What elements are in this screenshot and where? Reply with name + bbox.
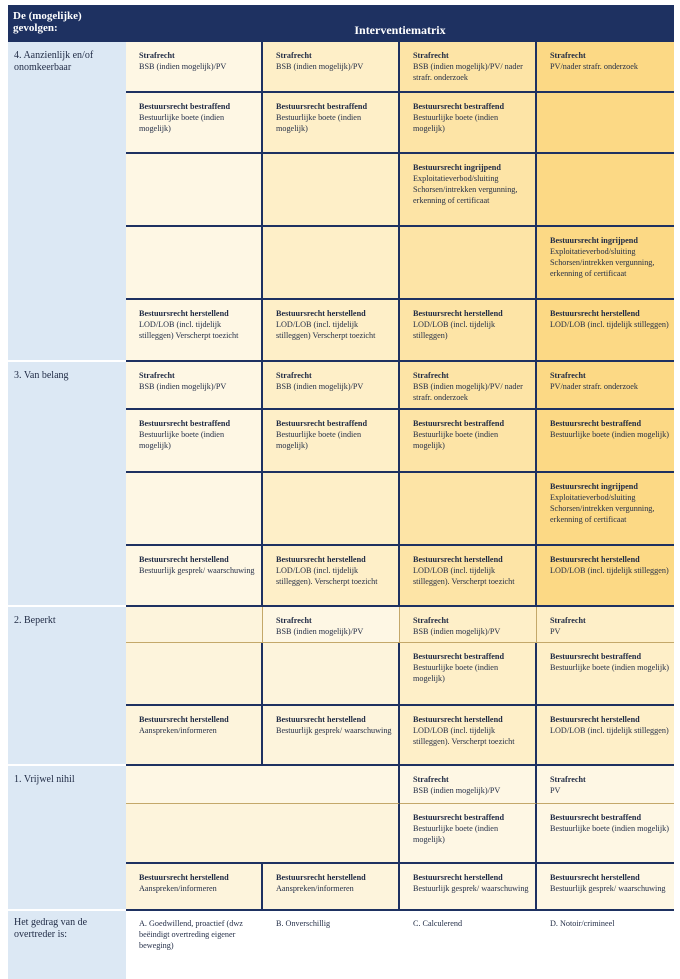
cell-title: Bestuursrecht bestraffend xyxy=(276,419,368,428)
cell-body: Bestuurlijke boete (indien mogelijk) xyxy=(413,430,499,450)
cell-title: Bestuursrecht herstellend xyxy=(276,715,366,724)
cell-body: Bestuurlijke boete (indien mogelijk) xyxy=(550,663,669,672)
cell-title: Bestuursrecht herstellend xyxy=(550,715,640,724)
cell-body: BSB (indien mogelijk)/PV xyxy=(139,382,227,391)
cell-body: Exploitatieverbod/sluiting Schorsen/intrekken vergunning, erkenning of certificaat xyxy=(413,174,518,205)
cell-l4-empty-d xyxy=(537,154,674,227)
cell-title: Bestuursrecht herstellend xyxy=(550,873,640,882)
cell-title: Strafrecht xyxy=(276,371,312,380)
cell-body: Bestuurlijke boete (indien mogelijk) xyxy=(276,430,362,450)
cell-body: Exploitatieverbod/sluiting Schorsen/intrekken vergunning, erkenning of certificaat xyxy=(550,493,655,524)
cell-title: Bestuursrecht herstellend xyxy=(413,555,503,564)
cell-body: Bestuurlijke boete (indien mogelijk) xyxy=(413,824,499,844)
cell-body: BSB (indien mogelijk)/PV xyxy=(276,62,364,71)
cell-body: Bestuurlijk gesprek/ waarschuwing xyxy=(550,884,666,893)
cell-l1-herstellend-b xyxy=(263,864,400,911)
cell-l4-herstellend-b xyxy=(263,300,400,362)
cell-body: LOD/LOB (incl. tijdelijk stilleggen) Verscherpt toezicht xyxy=(139,320,239,340)
cell-title: Strafrecht xyxy=(139,371,175,380)
cell-l2-herstellend-b xyxy=(263,706,400,766)
cell-l4-strafrecht-d xyxy=(537,42,674,93)
cell-l4-empty-c xyxy=(400,227,537,300)
cell-l3-strafrecht-a xyxy=(126,362,263,410)
cell-body: Bestuurlijke boete (indien mogelijk) xyxy=(139,113,225,133)
cell-body: LOD/LOB (incl. tijdelijk stilleggen) xyxy=(550,726,669,735)
cell-title: Bestuursrecht herstellend xyxy=(139,555,229,564)
cell-title: Bestuursrecht bestraffend xyxy=(550,652,642,661)
cell-l4-bestraffend-b xyxy=(263,93,400,154)
cell-l4-ingrijpend-c xyxy=(400,154,537,227)
cell-body: LOD/LOB (incl. tijdelijk stilleggen) Verscherpt toezicht xyxy=(276,320,376,340)
cell-l2-strafrecht-b xyxy=(263,607,400,643)
cell-title: Strafrecht xyxy=(413,616,449,625)
cell-title: Bestuursrecht ingrijpend xyxy=(550,236,638,245)
cell-l4-ingrijpend-d xyxy=(537,227,674,300)
cell-title: Bestuursrecht herstellend xyxy=(550,555,640,564)
cell-l3-ingrijpend-d xyxy=(537,473,674,546)
cell-title: Bestuursrecht bestraffend xyxy=(139,102,231,111)
behaviour-a: A. Goedwillend, proactief (dwz beëindigt overtreding eigener beweging) xyxy=(126,911,263,968)
cell-title: Strafrecht xyxy=(413,775,449,784)
cell-l3-bestraffend-c xyxy=(400,410,537,473)
cell-l1-herstellend-d xyxy=(537,864,674,911)
cell-l2-empty-a xyxy=(126,607,263,643)
cell-l4-bestraffend-c xyxy=(400,93,537,154)
cell-l4-strafrecht-a xyxy=(126,42,263,93)
matrix-title: Interventiematrix xyxy=(126,5,674,42)
cell-l4-bestraffend-a xyxy=(126,93,263,154)
cell-body: Aanspreken/informeren xyxy=(276,884,354,893)
cell-l3-strafrecht-b xyxy=(263,362,400,410)
cell-l2-herstellend-d xyxy=(537,706,674,766)
cell-title: Strafrecht xyxy=(550,51,586,60)
cell-l4-empty-a xyxy=(126,227,263,300)
cell-l1-strafrecht-d xyxy=(537,766,674,804)
cell-l2-herstellend-c xyxy=(400,706,537,766)
cell-title: Bestuursrecht herstellend xyxy=(276,309,366,318)
cell-l4-strafrecht-b xyxy=(263,42,400,93)
cell-body: Bestuurlijke boete (indien mogelijk) xyxy=(413,663,499,683)
cell-body: BSB (indien mogelijk)/PV xyxy=(413,786,501,795)
cell-body: LOD/LOB (incl. tijdelijk stilleggen) xyxy=(550,566,669,575)
cell-body: Bestuurlijke boete (indien mogelijk) xyxy=(550,430,669,439)
cell-title: Strafrecht xyxy=(276,616,312,625)
cell-title: Bestuursrecht herstellend xyxy=(413,715,503,724)
cell-title: Bestuursrecht herstellend xyxy=(413,309,503,318)
cell-title: Bestuursrecht bestraffend xyxy=(139,419,231,428)
cell-l3-herstellend-a xyxy=(126,546,263,607)
cell-l3-empty-b xyxy=(263,473,400,546)
consequences-header: De (mogelijke) gevolgen: xyxy=(8,5,126,42)
level-2-label: 2. Beperkt xyxy=(8,607,126,766)
cell-body: Bestuurlijke boete (indien mogelijk) xyxy=(276,113,362,133)
cell-body: BSB (indien mogelijk)/PV xyxy=(276,627,364,636)
cell-body: PV/nader strafr. onderzoek xyxy=(550,382,638,391)
cell-l2-bestraffend-d xyxy=(537,643,674,706)
cell-l3-strafrecht-d xyxy=(537,362,674,410)
cell-title: Bestuursrecht herstellend xyxy=(139,715,229,724)
cell-title: Bestuursrecht bestraffend xyxy=(413,813,505,822)
cell-l3-herstellend-d xyxy=(537,546,674,607)
cell-body: PV xyxy=(550,627,561,636)
cell-l1-empty-b xyxy=(263,766,400,804)
cell-l4-herstellend-d xyxy=(537,300,674,362)
cell-l1-empty-a xyxy=(126,804,263,864)
cell-body: Bestuurlijk gesprek/ waarschuwing xyxy=(276,726,392,735)
cell-l2-bestraffend-c xyxy=(400,643,537,706)
cell-title: Strafrecht xyxy=(550,775,586,784)
behaviour-b: B. Onverschillig xyxy=(263,911,400,968)
cell-l4-empty-b xyxy=(263,154,400,227)
cell-l3-herstellend-b xyxy=(263,546,400,607)
cell-l4-strafrecht-c xyxy=(400,42,537,93)
cell-body: LOD/LOB (incl. tijdelijk stilleggen) xyxy=(550,320,669,329)
cell-title: Bestuursrecht bestraffend xyxy=(276,102,368,111)
cell-l2-herstellend-a xyxy=(126,706,263,766)
level-3-label: 3. Van belang xyxy=(8,362,126,607)
cell-l4-empty-d xyxy=(537,93,674,154)
cell-body: BSB (indien mogelijk)/PV xyxy=(276,382,364,391)
cell-l4-empty-b xyxy=(263,227,400,300)
cell-title: Strafrecht xyxy=(550,371,586,380)
cell-body: PV xyxy=(550,786,561,795)
cell-title: Bestuursrecht herstellend xyxy=(413,873,503,882)
cell-body: BSB (indien mogelijk)/PV xyxy=(413,627,501,636)
cell-title: Bestuursrecht bestraffend xyxy=(413,652,505,661)
behaviour-c: C. Calculerend xyxy=(400,911,537,968)
cell-l2-strafrecht-c xyxy=(400,607,537,643)
cell-l2-strafrecht-d xyxy=(537,607,674,643)
cell-l4-herstellend-a xyxy=(126,300,263,362)
cell-l3-bestraffend-b xyxy=(263,410,400,473)
cell-l1-strafrecht-c xyxy=(400,766,537,804)
cell-l4-empty-a xyxy=(126,154,263,227)
cell-l1-bestraffend-c xyxy=(400,804,537,864)
cell-body: PV/nader strafr. onderzoek xyxy=(550,62,638,71)
cell-body: Aanspreken/informeren xyxy=(139,726,217,735)
cell-body: LOD/LOB (incl. tijdelijk stilleggen). Verscherpt toezicht xyxy=(413,726,515,746)
cell-l1-bestraffend-d xyxy=(537,804,674,864)
cell-title: Bestuursrecht bestraffend xyxy=(413,419,505,428)
cell-title: Bestuursrecht herstellend xyxy=(276,555,366,564)
cell-body: Bestuurlijk gesprek/ waarschuwing xyxy=(139,566,255,575)
cell-body: LOD/LOB (incl. tijdelijk stilleggen) xyxy=(413,320,496,340)
cell-body: Bestuurlijke boete (indien mogelijk) xyxy=(139,430,225,450)
cell-l3-bestraffend-d xyxy=(537,410,674,473)
behaviour-d: D. Notoir/crimineel xyxy=(537,911,674,968)
cell-title: Bestuursrecht bestraffend xyxy=(550,419,642,428)
level-1-label: 1. Vrijwel nihil xyxy=(8,766,126,911)
cell-l3-empty-c xyxy=(400,473,537,546)
cell-body: BSB (indien mogelijk)/PV xyxy=(139,62,227,71)
cell-l3-bestraffend-a xyxy=(126,410,263,473)
cell-l1-herstellend-c xyxy=(400,864,537,911)
cell-l3-herstellend-c xyxy=(400,546,537,607)
cell-title: Strafrecht xyxy=(276,51,312,60)
cell-title: Bestuursrecht herstellend xyxy=(139,873,229,882)
cell-body: BSB (indien mogelijk)/PV/ nader strafr. onderzoek xyxy=(413,382,523,402)
cell-body: Bestuurlijk gesprek/ waarschuwing xyxy=(413,884,529,893)
cell-title: Bestuursrecht herstellend xyxy=(276,873,366,882)
cell-body: BSB (indien mogelijk)/PV/ nader strafr. onderzoek xyxy=(413,62,523,82)
cell-title: Bestuursrecht herstellend xyxy=(550,309,640,318)
level-4-label: 4. Aanzienlijk en/of onomkeerbaar xyxy=(8,42,126,362)
cell-l1-empty-b xyxy=(263,804,400,864)
cell-body: LOD/LOB (incl. tijdelijk stilleggen). Verscherpt toezicht xyxy=(413,566,515,586)
behaviour-label: Het gedrag van de overtreder is: xyxy=(8,911,126,979)
cell-title: Strafrecht xyxy=(413,371,449,380)
cell-title: Bestuursrecht ingrijpend xyxy=(550,482,638,491)
cell-l2-empty-b xyxy=(263,643,400,706)
cell-body: LOD/LOB (incl. tijdelijk stilleggen). Verscherpt toezicht xyxy=(276,566,378,586)
cell-title: Bestuursrecht ingrijpend xyxy=(413,163,501,172)
cell-l4-herstellend-c xyxy=(400,300,537,362)
cell-l1-empty-a xyxy=(126,766,263,804)
cell-title: Strafrecht xyxy=(139,51,175,60)
cell-body: Exploitatieverbod/sluiting Schorsen/intrekken vergunning, erkenning of certificaat xyxy=(550,247,655,278)
cell-l3-strafrecht-c xyxy=(400,362,537,410)
cell-title: Strafrecht xyxy=(550,616,586,625)
cell-body: Bestuurlijke boete (indien mogelijk) xyxy=(550,824,669,833)
cell-l3-empty-a xyxy=(126,473,263,546)
cell-title: Bestuursrecht bestraffend xyxy=(413,102,505,111)
cell-l2-empty-a xyxy=(126,643,263,706)
cell-body: Aanspreken/informeren xyxy=(139,884,217,893)
cell-body: Bestuurlijke boete (indien mogelijk) xyxy=(413,113,499,133)
cell-title: Bestuursrecht bestraffend xyxy=(550,813,642,822)
cell-title: Bestuursrecht herstellend xyxy=(139,309,229,318)
cell-title: Strafrecht xyxy=(413,51,449,60)
cell-l1-herstellend-a xyxy=(126,864,263,911)
